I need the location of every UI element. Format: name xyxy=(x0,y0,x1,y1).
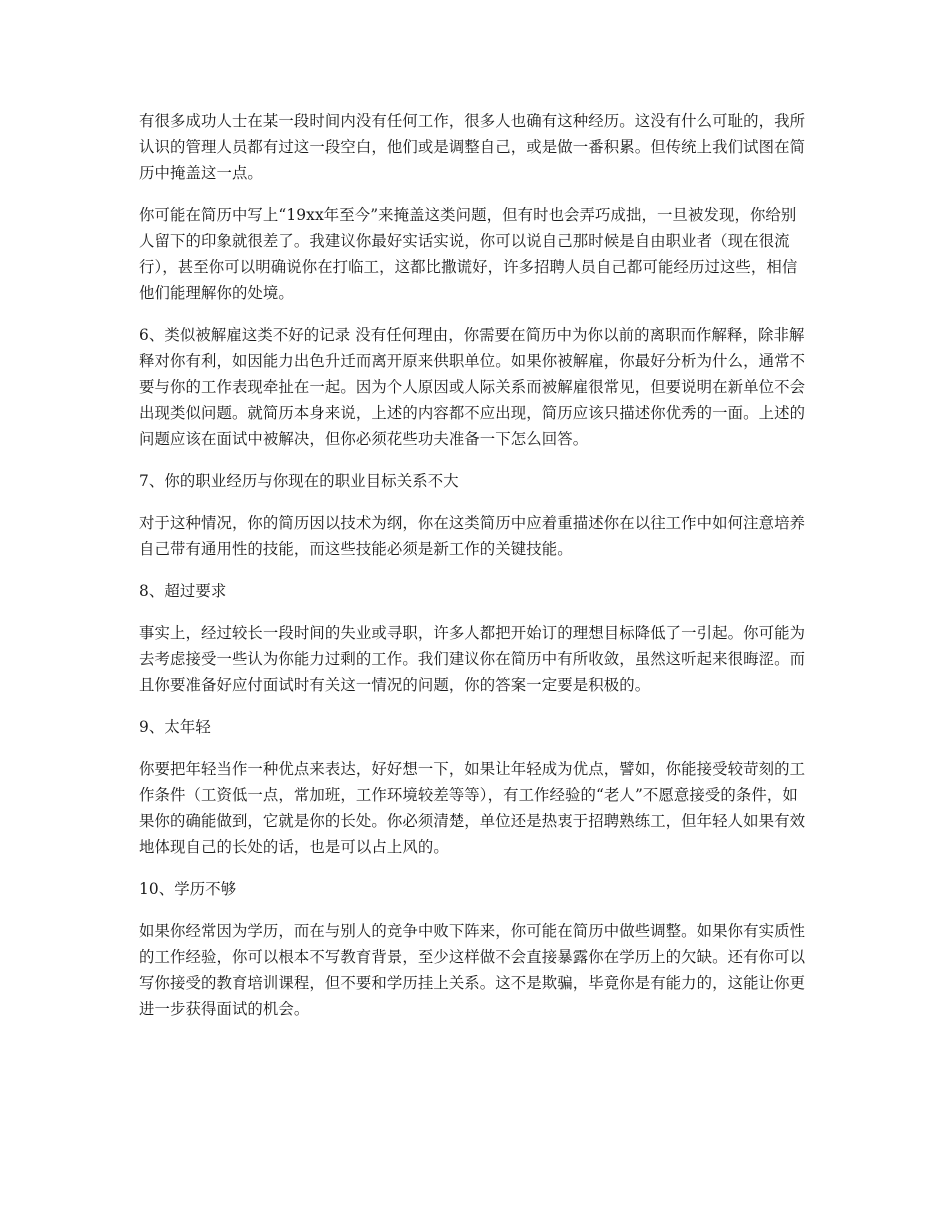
heading-too-young: 9、太年轻 xyxy=(139,718,211,736)
heading-education: 10、学历不够 xyxy=(139,880,237,898)
paragraph-gap-advice: 你可能在简历中写上“19xx年至今”来掩盖这类问题，但有时也会弄巧成拙，一旦被发现，你给别人留下的印象就很差了。我建议你最好实话实说，你可以说自己那时候是自由职业者（现在很流行），甚至你可以明确说你在打临工，这都比撒谎好，许多招聘人员自己都可能经历过这些，相信他们能理解你的处境。 xyxy=(139,206,798,302)
paragraph-too-young: 你要把年轻当作一种优点来表达，好好想一下，如果让年轻成为优点，譬如，你能接受较苛刻的工作条件（工资低一点，常加班，工作环境较差等等），有工作经验的“老人”不愿意接受的条件，如果你的确能做到，它就是你的长处。你必须清楚，单位还是热衷于招聘熟练工，但年轻人如果有效地体现自己的长处的话，也是可以占上风的。 xyxy=(139,760,806,856)
heading-overqualified: 8、超过要求 xyxy=(139,582,227,600)
document-page xyxy=(139,108,811,1038)
paragraph-overqualified: 事实上，经过较长一段时间的失业或寻职，许多人都把开始订的理想目标降低了一引起。你可能为去考虑接受一些认为你能力过剩的工作。我们建议你在简历中有所收敛，虽然这听起来很晦涩。而且你要准备好应付面试时有关这一情况的问题，你的答案一定要是积极的。 xyxy=(139,624,806,694)
paragraph-career-mismatch: 对于这种情况，你的简历因以技术为纲，你在这类简历中应着重描述你在以往工作中如何注意培养自己带有通用性的技能，而这些技能必须是新工作的关键技能。 xyxy=(139,514,806,558)
paragraph-employment-gap: 有很多成功人士在某一段时间内没有任何工作，很多人也确有这种经历。这没有什么可耻的，我所认识的管理人员都有过这一段空白，他们或是调整自己，或是做一番积累。但传统上我们试图在简历中掩盖这一点。 xyxy=(139,112,806,182)
heading-career-mismatch: 7、你的职业经历与你现在的职业目标关系不大 xyxy=(139,472,459,490)
paragraph-fired-record: 6、类似被解雇这类不好的记录 没有任何理由，你需要在简历中为你以前的离职而作解释，除非解释对你有利，如因能力出色升迁而离开原来供职单位。如果你被解雇，你最好分析为什么，通常不要与你的工作表现牵扯在一起。因为个人原因或人际关系而被解雇很常见，但要说明在新单位不会出现类似问题。就简历本身来说，上述的内容都不应出现，简历应该只描述你优秀的一面。上述的问题应该在面试中被解决，但你必须花些功夫准备一下怎么回答。 xyxy=(139,326,806,448)
paragraph-education: 如果你经常因为学历，而在与别人的竞争中败下阵来，你可能在简历中做些调整。如果你有实质性的工作经验，你可以根本不写教育背景，至少这样做不会直接暴露你在学历上的欠缺。还有你可以写你接受的教育培训课程，但不要和学历挂上关系。这不是欺骗，毕竟你是有能力的，这能让你更进一步获得面试的机会。 xyxy=(139,922,806,1018)
